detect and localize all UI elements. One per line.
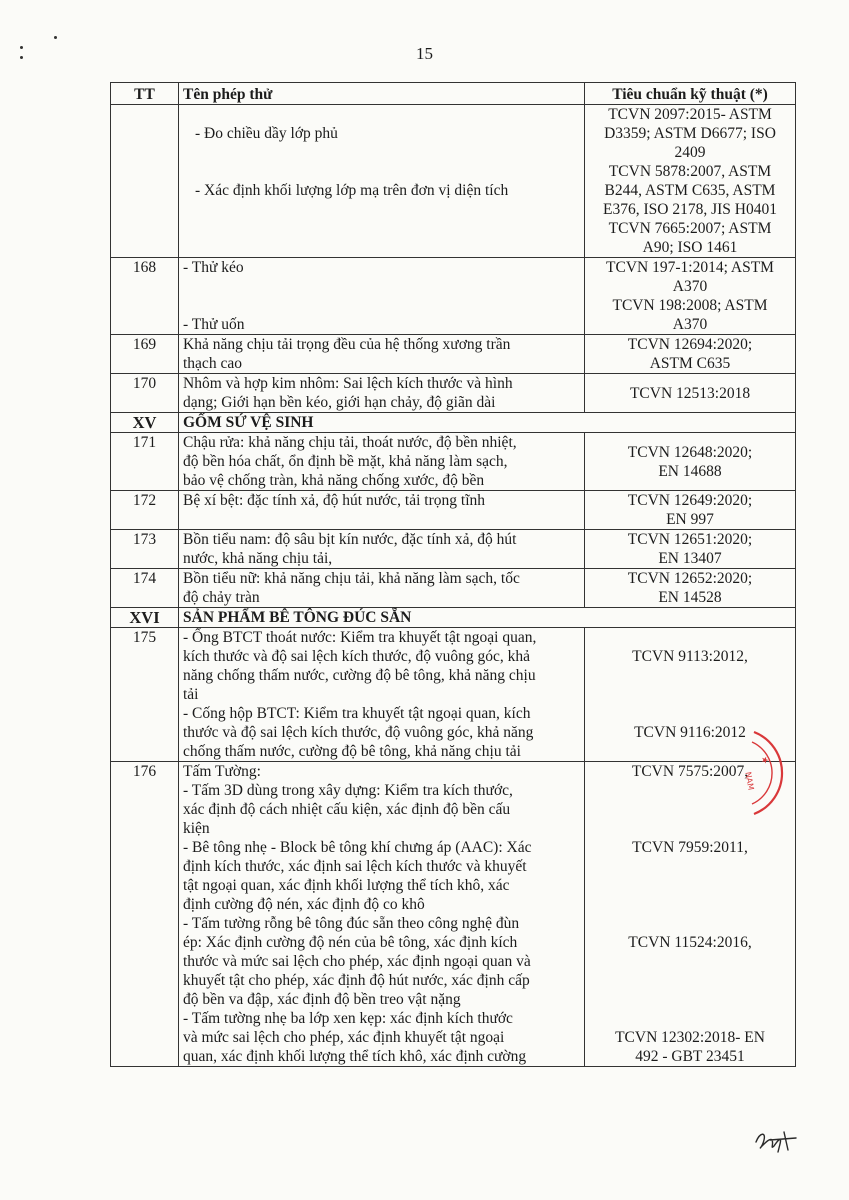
svg-text:★: ★ xyxy=(759,754,771,767)
test-name-line: thạch cao xyxy=(183,355,242,372)
section-title: SẢN PHẨM BÊ TÔNG ĐÚC SẴN xyxy=(179,608,796,628)
tt-cell: 170 xyxy=(111,374,179,413)
test-name-line: kích thước và độ sai lệch kích thước, độ vuông góc, khả xyxy=(183,648,530,665)
scan-speck xyxy=(54,36,57,39)
test-name-line: độ bền hóa chất, ổn định bề mặt, khả năng làm sạch, xyxy=(183,453,508,470)
test-name-line: độ bền va đập, xác định độ bền treo vật nặng xyxy=(183,991,461,1008)
standard-line: TCVN 11524:2016, xyxy=(628,934,752,951)
test-name-cell xyxy=(179,530,585,569)
standard-cell xyxy=(585,335,796,374)
tt-cell: 169 xyxy=(111,335,179,374)
test-name-line: độ chảy tràn xyxy=(183,589,260,606)
standard-cell xyxy=(585,628,796,762)
test-item: - Thử uốn xyxy=(183,316,245,333)
standard-cell xyxy=(585,374,796,413)
header-standard: Tiêu chuẩn kỹ thuật (*) xyxy=(585,83,796,105)
standard-line: TCVN 5878:2007, ASTM xyxy=(608,163,772,180)
test-name-line: Chậu rửa: khả năng chịu tải, thoát nước, độ bền nhiệt, xyxy=(183,434,517,451)
standard-cell xyxy=(585,762,796,1067)
test-name-line: Nhôm và hợp kim nhôm: Sai lệch kích thước và hình xyxy=(183,375,513,392)
table-row xyxy=(111,374,796,413)
tt-cell xyxy=(111,105,179,258)
standard-line: 492 - GBT 23451 xyxy=(635,1048,745,1065)
test-item: - Xác định khối lượng lớp mạ trên đơn vị diện tích xyxy=(195,182,509,199)
tt-cell: 172 xyxy=(111,491,179,530)
tt-cell: 176 xyxy=(111,762,179,1067)
table-row xyxy=(111,258,796,335)
test-name-line: định cường độ nén, xác định độ co khô xyxy=(183,896,425,913)
header-tt: TT xyxy=(111,83,179,105)
standard-line: E376, ISO 2178, JIS H0401 xyxy=(603,201,777,218)
test-name-cell xyxy=(179,374,585,413)
test-name-line: tật ngoại quan, xác định khối lượng thể tích khô, xác xyxy=(183,877,510,894)
test-name-line: Khả năng chịu tải trọng đều của hệ thống xương trần xyxy=(183,336,511,353)
test-name-cell xyxy=(179,258,585,335)
standard-line: TCVN 7665:2007; ASTM xyxy=(608,220,772,237)
section-number: XVI xyxy=(111,608,179,628)
test-name-line: Bồn tiểu nam: độ sâu bịt kín nước, đặc tính xả, độ hút xyxy=(183,531,517,548)
test-name-cell xyxy=(179,433,585,491)
standard-cell xyxy=(585,433,796,491)
standard-line: B244, ASTM C635, ASTM xyxy=(604,182,776,199)
standard-line: A90; ISO 1461 xyxy=(642,239,738,256)
table-row xyxy=(111,335,796,374)
test-name-line: - Bê tông nhẹ - Block bê tông khí chưng áp (AAC): Xác xyxy=(183,839,532,856)
table-row xyxy=(111,530,796,569)
standard-line: TCVN 7575:2007, xyxy=(631,763,749,780)
standard-line: ASTM C635 xyxy=(649,355,731,372)
stamp-text: NAM xyxy=(743,771,756,791)
test-name-line: - Tấm 3D dùng trong xây dựng: Kiểm tra kích thước, xyxy=(183,782,513,799)
standard-cell xyxy=(585,569,796,608)
standard-line: EN 14688 xyxy=(658,462,722,480)
test-name-line: Bồn tiểu nữ: khả năng chịu tải, khả năng làm sạch, tốc xyxy=(183,570,520,587)
test-name-cell xyxy=(179,491,585,530)
test-name-line: kiện xyxy=(183,820,210,837)
test-name-line: Tấm Tường: xyxy=(183,763,261,780)
standard-line: 2409 xyxy=(674,144,706,161)
test-name-line: quan, xác định khối lượng thể tích khô, xác định cường xyxy=(183,1048,527,1065)
test-name-line: tải xyxy=(183,686,199,703)
table-row xyxy=(111,491,796,530)
standard-cell xyxy=(585,530,796,569)
tt-cell: 174 xyxy=(111,569,179,608)
test-name-cell xyxy=(179,569,585,608)
table-row xyxy=(111,628,796,762)
test-name-line: - Ống BTCT thoát nước: Kiểm tra khuyết tật ngoại quan, xyxy=(183,629,537,646)
test-item: - Đo chiều dầy lớp phủ xyxy=(195,125,338,142)
test-name-line: dạng; Giới hạn bền kéo, giới hạn chảy, độ giãn dài xyxy=(183,394,496,411)
test-standards-table xyxy=(110,82,796,1067)
standard-cell xyxy=(585,491,796,530)
test-name-line: - Tấm tường rỗng bê tông đúc sẵn theo công nghệ đùn xyxy=(183,915,520,932)
header-test-name: Tên phép thử xyxy=(179,83,585,105)
test-name-line: xác định độ cách nhiệt cấu kiện, xác định độ bền cấu xyxy=(183,801,511,818)
standard-line: TCVN 12649:2020; xyxy=(627,492,753,509)
test-name-cell xyxy=(179,105,585,258)
standard-line: EN 14528 xyxy=(658,589,722,606)
tt-cell: 171 xyxy=(111,433,179,491)
test-name-cell xyxy=(179,335,585,374)
test-name-line: thước và mức sai lệch cho phép, xác định ngoại quan và xyxy=(183,953,531,970)
standard-cell xyxy=(585,258,796,335)
handwritten-signature-icon xyxy=(752,1128,802,1154)
table-row xyxy=(111,105,796,258)
test-name-cell xyxy=(179,762,585,1067)
standard-line: TCVN 9116:2012 xyxy=(634,724,746,741)
table-row xyxy=(111,762,796,1067)
test-name-line: thước và độ sai lệch kích thước, độ vuông góc, khả năng xyxy=(183,724,534,741)
test-name-line: và mức sai lệch cho phép, xác định khuyết tật ngoại xyxy=(183,1029,505,1046)
standard-line: TCVN 12694:2020; xyxy=(627,336,753,353)
standard-line: TCVN 2097:2015- ASTM xyxy=(608,106,772,123)
table-header-row xyxy=(111,83,796,105)
standard-line: TCVN 7959:2011, xyxy=(632,839,748,856)
standard-line: TCVN 9113:2012, xyxy=(632,648,748,665)
test-name-line: định kích thước, xác định sai lệch kích thước và khuyết xyxy=(183,858,527,875)
standard-cell xyxy=(585,105,796,258)
standard-line: TCVN 12648:2020; xyxy=(627,443,753,461)
test-name-line: bảo vệ chống tràn, khả năng chống xước, độ bền xyxy=(183,472,485,489)
test-name-line: - Cống hộp BTCT: Kiểm tra khuyết tật ngoại quan, kích xyxy=(183,705,531,722)
tt-cell: 168 xyxy=(111,258,179,335)
test-item: - Thử kéo xyxy=(183,259,244,276)
test-name-line: chống thấm nước, cường độ bê tông, khả năng chịu tải xyxy=(183,743,521,760)
tt-cell: 173 xyxy=(111,530,179,569)
standard-line: A370 xyxy=(672,278,708,295)
test-name-line: ép: Xác định cường độ nén của bê tông, xác định kích xyxy=(183,934,518,951)
table-row xyxy=(111,433,796,491)
test-name-line: nước, khả năng chịu tải, xyxy=(183,550,333,567)
test-name-line: khuyết tật cho phép, xác định độ hút nước, xác định cấp xyxy=(183,972,530,989)
test-name-cell xyxy=(179,628,585,762)
standard-line: EN 13407 xyxy=(658,550,722,567)
test-name-line: - Tấm tường nhẹ ba lớp xen kẹp: xác định kích thước xyxy=(183,1010,513,1027)
standard-line: TCVN 12302:2018- EN xyxy=(615,1029,765,1046)
standard-line: TCVN 12651:2020; xyxy=(627,531,753,548)
section-row xyxy=(111,608,796,628)
page-number: 15 xyxy=(416,44,433,63)
section-row xyxy=(111,413,796,433)
table-row xyxy=(111,569,796,608)
tt-cell: 175 xyxy=(111,628,179,762)
standard-line: A370 xyxy=(672,316,708,333)
standard-line: TCVN 198:2008; ASTM xyxy=(612,297,768,314)
standard-line: D3359; ASTM D6677; ISO xyxy=(604,125,776,142)
test-name-line: Bệ xí bệt: đặc tính xả, độ hút nước, tải trọng tĩnh xyxy=(183,492,486,509)
test-name-line: năng chống thấm nước, cường độ bê tông, khả năng chịu xyxy=(183,667,536,684)
section-title: GỐM SỨ VỆ SINH xyxy=(179,413,796,433)
standard-line: TCVN 197-1:2014; ASTM xyxy=(606,259,774,276)
standard-line: TCVN 12652:2020; xyxy=(627,570,753,587)
section-number: XV xyxy=(111,413,179,433)
standard-line: EN 997 xyxy=(666,511,714,528)
standard-line: TCVN 12513:2018 xyxy=(629,384,751,402)
